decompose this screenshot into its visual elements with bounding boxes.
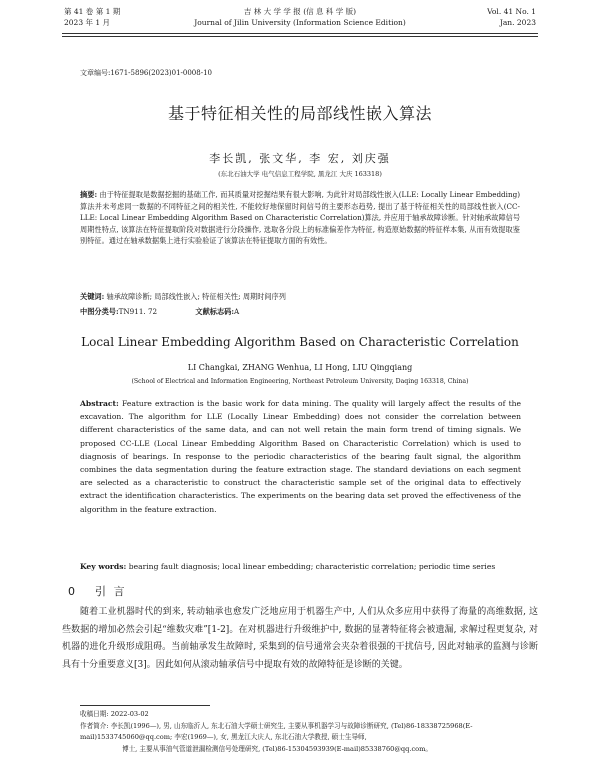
keywords-en-text: bearing fault diagnosis; local linear embedding; characteristic correlation; periodic time series [128,562,496,571]
header-rule-thin [62,36,538,37]
clc-number [80,307,157,316]
section-number: 0 [68,585,77,598]
abstract-en-text: Feature extraction is the basic work for data mining. The quality will largely affect the results of the excavation. The algorithm for LLE (Locally Linear Embedding) does not consider the correlation between different characteristics of the same data, and can not well retain the main form trend of timing signals. We proposed CC-LLE (Local Linear Embedding Algorithm Based on Characteristic Correlation) which is used to diagnosis of bearings. In response to the periodic characteristics of the bearing fault signal, the algorithm combines the data segmentation during the feature extraction stage. The standard deviations on each segment are selected as a characteristic to construct the characteristic sample set of the original data to effectively extract the identification characteristics. The experiments on the bearing data set proved the effectiveness of the algorithm in the feature extraction. [80,399,522,514]
authors-en: LI Changkai, ZHANG Wenhua, LI Hong, LIU Qingqiang [187,363,413,372]
issue-date-en: Jan. 2023 [499,18,536,27]
journal-name-cn: 吉 林 大 学 学 报 (信 息 科 学 版) [243,7,357,16]
article-number: 文章编号:1671-5896(2023)01-0008-10 [80,69,212,77]
affiliation-cn: (东北石油大学 电气信息工程学院, 黑龙江 大庆 163318) [218,170,382,178]
authors-cn: 李长凯, 张文华, 李 宏, 刘庆强 [209,152,391,165]
abstract-en [80,397,521,516]
volume-issue: 第 41 卷 第 1 期 [64,7,121,16]
title-cn: 基于特征相关性的局部线性嵌入算法 [167,104,432,123]
footnote-rule [80,705,210,706]
abstract-cn [80,189,520,247]
keywords-en [80,562,521,571]
author-intro-cont: 博士, 主要从事油气管道泄漏检测信号处理研究, (Tel)86-15304593939(E-mail)85338760@qq.com。 [122,744,432,753]
abstract-en-label: Abstract: [80,399,119,408]
section-heading [68,583,127,599]
section-title: 引 言 [95,585,127,598]
abstract-cn-text: 由于特征提取是数据挖掘的基础工作, 而其质量对挖掘结果有很大影响, 为此针对局部线性嵌入(LLE: Locally Linear Embedding)算法并未考虑同一数据的不同特征之间的相关性, 不能较好地保留时间信号的主要形态趋势, 提出了基于特征相关性的局部线性嵌入(CC-LLE: Local Linear Embedding Algorithm Based on Characteristic Correlation)算法, 并应用于轴承故障诊断。针对轴承故障信号周期性特点, 该算法在特征提取阶段对数据进行分段操作, 选取各分段上的标准偏差作为特征, 构造原始数据的特征样本集, 从而有效提取鉴别特征。通过在轴承数据集上进行实验验证了该算法在特征提取方面的有效性。 [80,190,521,246]
journal-name-en: Journal of Jilin University (Information Science Edition) [194,18,406,27]
keywords-en-label: Key words: [80,562,127,571]
keywords-cn-label: 关键词: [80,292,105,301]
volume-issue-en: Vol. 41 No. 1 [487,7,536,16]
doc-code [195,307,239,316]
received-date: 收稿日期: 2022-03-02 [80,710,149,718]
title-en: Local Linear Embedding Algorithm Based on Characteristic Correlation [81,335,519,349]
clc-label: 中图分类号: [80,307,119,316]
footnote [80,709,520,755]
keywords-cn-text: 轴承故障诊断; 局部线性嵌入; 特征相关性; 周期时间序列 [106,292,286,301]
clc-value: TN911. 72 [118,307,158,316]
issue-date: 2023 年 1 月 [64,18,111,27]
header-rule [62,33,538,34]
section-body: 随着工业机器时代的到来, 转动轴承也愈发广泛地应用于机器生产中, 人们从众多应用中获得了海量的高维数据, 这些数据的增加必然会引起“维数灾难”[1-2]。在对机器进行升级维护中, 数据的显著特征将会被遗漏, 求解过程更复杂, 对机器的进化升级形成阻碍。当前轴承发生故障时, 采集到的信号通常会夹杂着很强的干扰信号, 因此对轴承的监测与诊断具有十分重要意义[3]。因此如何从滚动轴承信号中提取有效的故障特征是诊断的关键。 [62,607,538,670]
journal-volume-info-en [487,6,536,28]
classification-line [80,307,275,317]
doc-code-label: 文献标志码: [195,307,235,316]
author-intro: 作者简介: 李长凯(1996—), 男, 山东临沂人, 东北石油大学硕士研究生, 主要从事机器学习与故障诊断研究, (Tel)86-18338725968(E-mail)1533745060@qq.com; 李宏(1969—), 女, 黑龙江大庆人, 东北石油大学教授, 硕士生导师, [80,721,473,741]
abstract-cn-label: 摘要: [80,190,98,199]
affiliation-en: (School of Electrical and Information Engineering, Northeast Petroleum University, Daqing 163318, China) [131,378,469,385]
doc-code-value: A [234,307,240,316]
keywords-cn [80,292,520,302]
